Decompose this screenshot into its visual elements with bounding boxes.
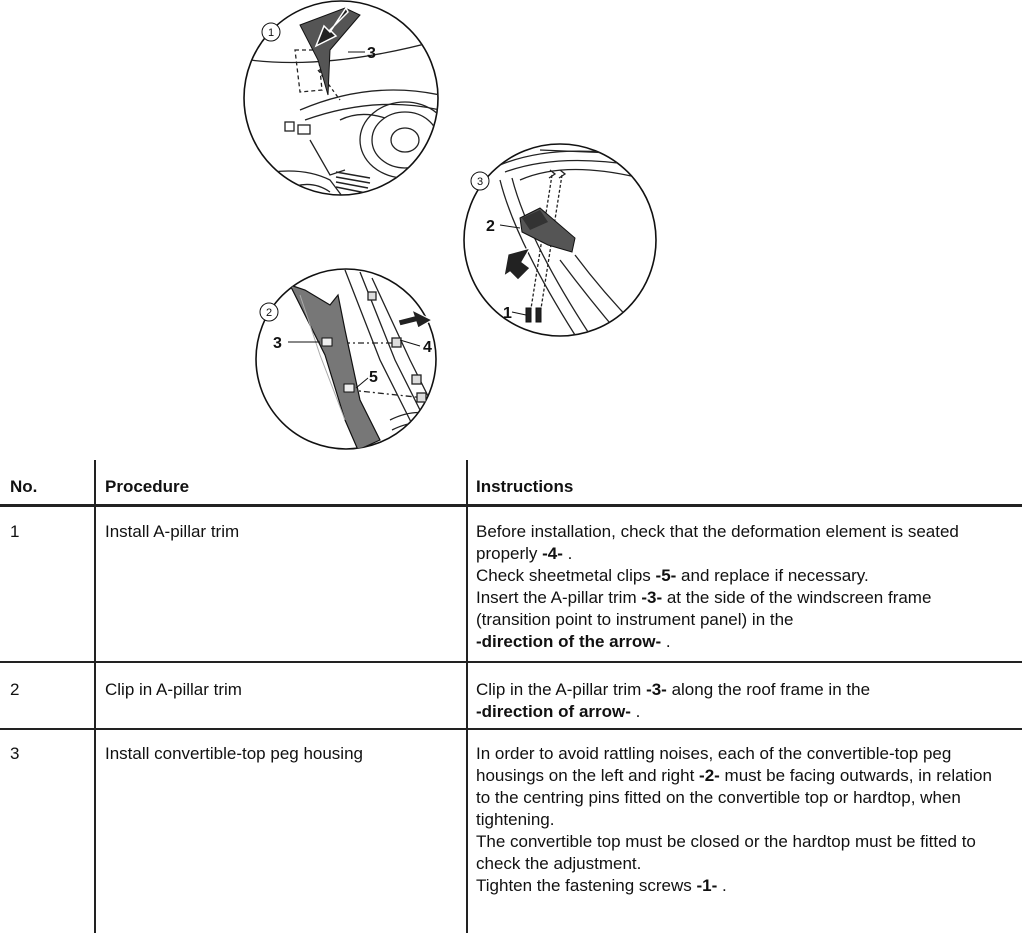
row-number: 2 bbox=[10, 680, 20, 699]
column-divider bbox=[94, 460, 96, 933]
column-divider bbox=[466, 460, 468, 933]
row-procedure: Clip in A-pillar trim bbox=[105, 680, 242, 699]
row-procedure: Install A-pillar trim bbox=[105, 522, 240, 541]
row-number: 1 bbox=[10, 522, 20, 541]
step-marker-2: 2 bbox=[265, 307, 273, 319]
detail-circle-2 bbox=[256, 269, 449, 450]
procedure-table bbox=[0, 460, 1022, 944]
instruction-line: -direction of the arrow- . bbox=[476, 632, 671, 651]
instruction-line: Before installation, check that the deformation element is seated properly -4- . bbox=[476, 522, 959, 563]
row-procedure: Install convertible-top peg housing bbox=[105, 744, 363, 763]
detail-circle-1 bbox=[244, 1, 450, 200]
detail-circle-3 bbox=[464, 144, 660, 336]
row-divider bbox=[0, 661, 1022, 663]
instruction-line: -direction of arrow- . bbox=[476, 702, 641, 721]
step-marker-3: 3 bbox=[476, 176, 484, 188]
row-divider bbox=[0, 728, 1022, 730]
step-marker-1: 1 bbox=[267, 27, 275, 39]
callout-step1-part3: 3 bbox=[367, 45, 376, 62]
callout-step2-part4: 4 bbox=[423, 339, 432, 356]
instruction-line: In order to avoid rattling noises, each of the convertible-top peg housings on the left and right -2- must be facing outwards, in relation to the centring pins fitted on the convertible top or hardtop, when tightening. bbox=[476, 744, 992, 829]
header-procedure: Procedure bbox=[105, 477, 190, 496]
header-instructions: Instructions bbox=[476, 477, 574, 496]
instruction-line: The convertible top must be closed or the hardtop must be fitted to check the adjustment. bbox=[476, 832, 976, 873]
header-rule bbox=[0, 504, 1022, 507]
installation-illustration bbox=[0, 0, 1022, 460]
instruction-line: Tighten the fastening screws -1- . bbox=[476, 876, 727, 895]
instruction-line: Check sheetmetal clips -5- and replace if necessary. bbox=[476, 566, 869, 585]
row-instructions bbox=[476, 679, 1006, 723]
row-instructions bbox=[476, 521, 1006, 653]
instruction-line: Clip in the A-pillar trim -3- along the roof frame in the bbox=[476, 680, 871, 699]
header-no: No. bbox=[10, 477, 38, 496]
instruction-line: Insert the A-pillar trim -3- at the side of the windscreen frame (transition point to instrument panel) in the bbox=[476, 588, 932, 629]
row-instructions bbox=[476, 743, 1006, 897]
callout-step3-part1: 1 bbox=[503, 305, 512, 322]
illustration-svg bbox=[0, 0, 1022, 460]
callout-step3-part2: 2 bbox=[486, 218, 495, 235]
callout-step2-part3: 3 bbox=[273, 335, 282, 352]
callout-step2-part5: 5 bbox=[369, 369, 378, 386]
row-number: 3 bbox=[10, 744, 20, 763]
